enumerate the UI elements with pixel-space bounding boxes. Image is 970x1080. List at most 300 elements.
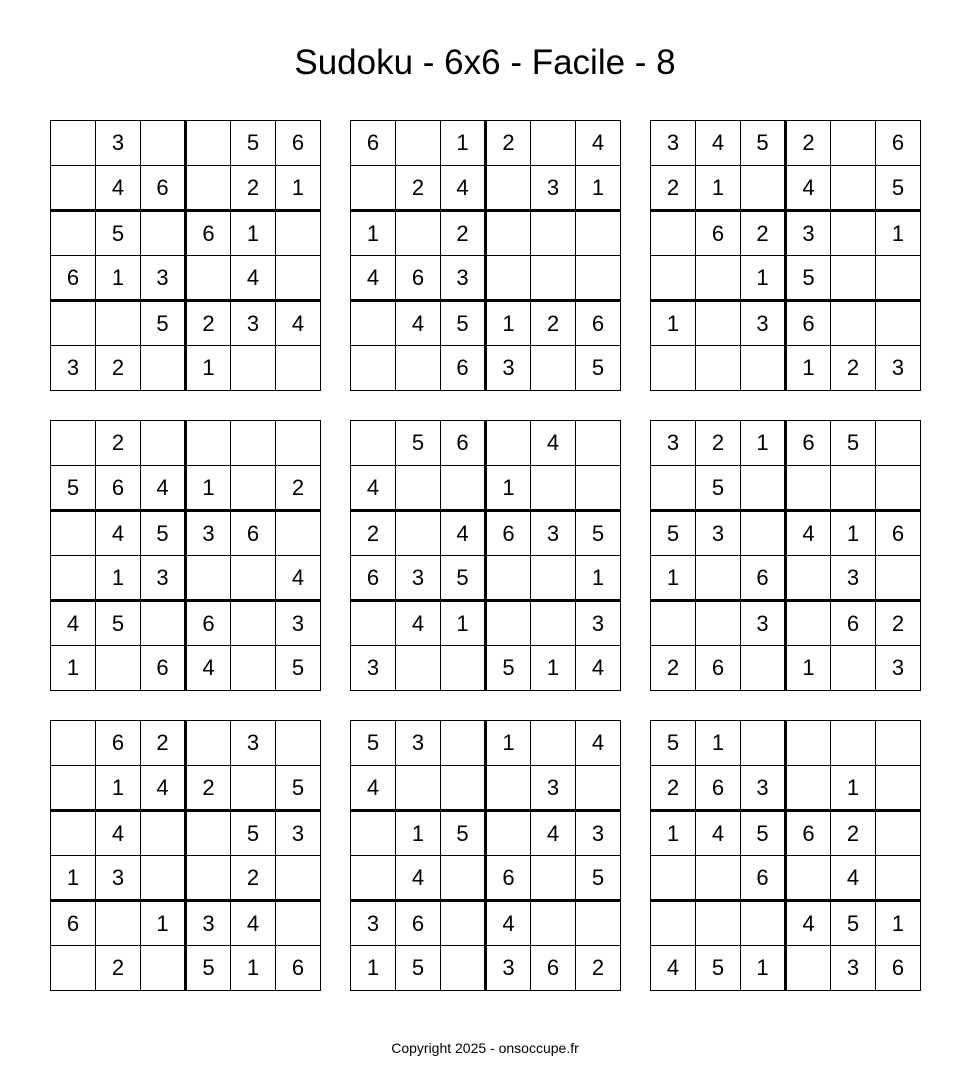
sudoku-cell[interactable]: 2 [96, 346, 141, 391]
sudoku-cell[interactable] [876, 466, 921, 511]
sudoku-cell[interactable]: 3 [831, 556, 876, 601]
sudoku-cell[interactable]: 1 [876, 211, 921, 256]
sudoku-cell[interactable] [651, 211, 696, 256]
sudoku-cell[interactable] [696, 256, 741, 301]
sudoku-cell[interactable]: 5 [441, 556, 486, 601]
sudoku-cell[interactable] [351, 811, 396, 856]
sudoku-cell[interactable]: 1 [486, 301, 531, 346]
sudoku-cell[interactable] [786, 721, 831, 766]
sudoku-cell[interactable] [486, 766, 531, 811]
sudoku-cell[interactable]: 4 [531, 811, 576, 856]
sudoku-cell[interactable]: 3 [396, 721, 441, 766]
sudoku-cell[interactable]: 1 [231, 211, 276, 256]
sudoku-cell[interactable] [186, 811, 231, 856]
sudoku-cell[interactable] [531, 721, 576, 766]
sudoku-cell[interactable]: 2 [651, 166, 696, 211]
sudoku-cell[interactable]: 6 [441, 421, 486, 466]
sudoku-cell[interactable]: 5 [651, 511, 696, 556]
sudoku-cell[interactable]: 3 [231, 301, 276, 346]
sudoku-cell[interactable]: 6 [231, 511, 276, 556]
sudoku-cell[interactable]: 6 [51, 256, 96, 301]
sudoku-cell[interactable]: 6 [351, 121, 396, 166]
sudoku-cell[interactable] [696, 346, 741, 391]
sudoku-cell[interactable] [186, 256, 231, 301]
sudoku-cell[interactable]: 3 [186, 901, 231, 946]
sudoku-cell[interactable]: 6 [51, 901, 96, 946]
sudoku-cell[interactable] [231, 346, 276, 391]
sudoku-cell[interactable]: 6 [696, 646, 741, 691]
sudoku-cell[interactable]: 5 [276, 646, 321, 691]
sudoku-cell[interactable] [186, 721, 231, 766]
sudoku-cell[interactable]: 5 [486, 646, 531, 691]
sudoku-cell[interactable]: 1 [96, 766, 141, 811]
sudoku-cell[interactable]: 1 [741, 421, 786, 466]
sudoku-cell[interactable]: 1 [351, 211, 396, 256]
sudoku-cell[interactable] [786, 556, 831, 601]
sudoku-cell[interactable] [351, 601, 396, 646]
sudoku-cell[interactable]: 2 [876, 601, 921, 646]
sudoku-cell[interactable] [831, 166, 876, 211]
sudoku-cell[interactable] [786, 856, 831, 901]
sudoku-cell[interactable] [51, 121, 96, 166]
sudoku-cell[interactable]: 4 [396, 301, 441, 346]
sudoku-cell[interactable]: 4 [141, 466, 186, 511]
sudoku-cell[interactable]: 4 [786, 901, 831, 946]
sudoku-cell[interactable] [696, 856, 741, 901]
sudoku-cell[interactable]: 4 [231, 901, 276, 946]
sudoku-cell[interactable] [741, 721, 786, 766]
sudoku-cell[interactable]: 3 [96, 856, 141, 901]
sudoku-cell[interactable] [696, 901, 741, 946]
sudoku-cell[interactable]: 1 [651, 301, 696, 346]
sudoku-cell[interactable]: 1 [576, 556, 621, 601]
sudoku-cell[interactable] [441, 466, 486, 511]
sudoku-cell[interactable]: 3 [141, 556, 186, 601]
sudoku-cell[interactable]: 5 [96, 211, 141, 256]
sudoku-cell[interactable]: 6 [276, 946, 321, 991]
sudoku-cell[interactable] [741, 346, 786, 391]
sudoku-cell[interactable]: 6 [696, 766, 741, 811]
sudoku-cell[interactable]: 1 [651, 811, 696, 856]
sudoku-cell[interactable] [141, 421, 186, 466]
sudoku-cell[interactable] [141, 601, 186, 646]
sudoku-cell[interactable] [531, 256, 576, 301]
sudoku-cell[interactable] [696, 601, 741, 646]
sudoku-cell[interactable]: 3 [441, 256, 486, 301]
sudoku-cell[interactable]: 6 [786, 301, 831, 346]
sudoku-cell[interactable] [831, 466, 876, 511]
sudoku-cell[interactable]: 6 [486, 856, 531, 901]
sudoku-cell[interactable] [576, 466, 621, 511]
sudoku-cell[interactable] [351, 166, 396, 211]
sudoku-cell[interactable]: 3 [486, 346, 531, 391]
sudoku-cell[interactable] [276, 856, 321, 901]
sudoku-cell[interactable]: 6 [786, 421, 831, 466]
sudoku-cell[interactable]: 1 [576, 166, 621, 211]
sudoku-cell[interactable] [276, 211, 321, 256]
sudoku-cell[interactable] [51, 556, 96, 601]
sudoku-cell[interactable]: 6 [141, 166, 186, 211]
sudoku-cell[interactable]: 1 [186, 346, 231, 391]
sudoku-cell[interactable]: 2 [276, 466, 321, 511]
sudoku-cell[interactable] [831, 721, 876, 766]
sudoku-cell[interactable] [876, 856, 921, 901]
sudoku-cell[interactable] [276, 421, 321, 466]
sudoku-cell[interactable]: 3 [876, 646, 921, 691]
sudoku-cell[interactable]: 4 [231, 256, 276, 301]
sudoku-cell[interactable] [51, 511, 96, 556]
sudoku-cell[interactable]: 2 [651, 766, 696, 811]
sudoku-cell[interactable]: 6 [276, 121, 321, 166]
sudoku-cell[interactable] [831, 256, 876, 301]
sudoku-cell[interactable]: 3 [231, 721, 276, 766]
sudoku-cell[interactable] [531, 901, 576, 946]
sudoku-cell[interactable]: 3 [741, 301, 786, 346]
sudoku-cell[interactable]: 3 [876, 346, 921, 391]
sudoku-cell[interactable] [186, 121, 231, 166]
sudoku-cell[interactable]: 2 [696, 421, 741, 466]
sudoku-cell[interactable]: 2 [531, 301, 576, 346]
sudoku-cell[interactable]: 6 [741, 856, 786, 901]
sudoku-cell[interactable] [441, 901, 486, 946]
sudoku-cell[interactable] [831, 211, 876, 256]
sudoku-cell[interactable]: 4 [51, 601, 96, 646]
sudoku-cell[interactable]: 3 [651, 121, 696, 166]
sudoku-cell[interactable]: 1 [741, 256, 786, 301]
sudoku-cell[interactable] [741, 901, 786, 946]
sudoku-cell[interactable] [531, 856, 576, 901]
sudoku-cell[interactable] [531, 211, 576, 256]
sudoku-cell[interactable] [651, 346, 696, 391]
sudoku-cell[interactable] [231, 466, 276, 511]
sudoku-cell[interactable] [231, 601, 276, 646]
sudoku-cell[interactable] [786, 466, 831, 511]
sudoku-cell[interactable] [486, 811, 531, 856]
sudoku-cell[interactable]: 5 [831, 421, 876, 466]
sudoku-cell[interactable]: 4 [351, 466, 396, 511]
sudoku-cell[interactable] [276, 346, 321, 391]
sudoku-cell[interactable] [531, 466, 576, 511]
sudoku-cell[interactable]: 4 [441, 166, 486, 211]
sudoku-cell[interactable]: 1 [486, 721, 531, 766]
sudoku-cell[interactable]: 6 [141, 646, 186, 691]
sudoku-cell[interactable]: 2 [96, 421, 141, 466]
sudoku-cell[interactable] [141, 811, 186, 856]
sudoku-cell[interactable]: 5 [741, 811, 786, 856]
sudoku-cell[interactable] [876, 421, 921, 466]
sudoku-cell[interactable]: 1 [696, 166, 741, 211]
sudoku-cell[interactable]: 3 [531, 766, 576, 811]
sudoku-cell[interactable]: 6 [741, 556, 786, 601]
sudoku-cell[interactable] [876, 556, 921, 601]
sudoku-cell[interactable]: 6 [351, 556, 396, 601]
sudoku-cell[interactable] [186, 556, 231, 601]
sudoku-cell[interactable]: 5 [141, 511, 186, 556]
sudoku-cell[interactable]: 5 [276, 766, 321, 811]
sudoku-cell[interactable] [831, 121, 876, 166]
sudoku-cell[interactable]: 3 [531, 166, 576, 211]
sudoku-cell[interactable]: 1 [696, 721, 741, 766]
sudoku-cell[interactable]: 5 [231, 121, 276, 166]
sudoku-cell[interactable] [186, 856, 231, 901]
sudoku-cell[interactable] [741, 466, 786, 511]
sudoku-cell[interactable]: 4 [141, 766, 186, 811]
sudoku-cell[interactable]: 3 [186, 511, 231, 556]
sudoku-cell[interactable] [51, 166, 96, 211]
sudoku-cell[interactable] [831, 646, 876, 691]
sudoku-cell[interactable]: 1 [351, 946, 396, 991]
sudoku-cell[interactable] [741, 646, 786, 691]
sudoku-cell[interactable] [576, 421, 621, 466]
sudoku-cell[interactable]: 1 [486, 466, 531, 511]
sudoku-cell[interactable]: 6 [876, 511, 921, 556]
sudoku-cell[interactable] [486, 211, 531, 256]
sudoku-cell[interactable]: 5 [576, 511, 621, 556]
sudoku-cell[interactable] [96, 301, 141, 346]
sudoku-cell[interactable]: 5 [51, 466, 96, 511]
sudoku-cell[interactable]: 1 [786, 646, 831, 691]
sudoku-cell[interactable] [876, 721, 921, 766]
sudoku-cell[interactable]: 6 [186, 211, 231, 256]
sudoku-cell[interactable] [231, 556, 276, 601]
sudoku-cell[interactable] [651, 256, 696, 301]
sudoku-cell[interactable]: 2 [396, 166, 441, 211]
sudoku-cell[interactable]: 1 [51, 856, 96, 901]
sudoku-cell[interactable]: 4 [651, 946, 696, 991]
sudoku-cell[interactable] [396, 511, 441, 556]
sudoku-cell[interactable]: 3 [651, 421, 696, 466]
sudoku-cell[interactable] [876, 256, 921, 301]
sudoku-cell[interactable] [786, 601, 831, 646]
sudoku-cell[interactable] [51, 721, 96, 766]
sudoku-cell[interactable]: 3 [351, 646, 396, 691]
sudoku-cell[interactable]: 1 [876, 901, 921, 946]
sudoku-cell[interactable]: 1 [741, 946, 786, 991]
sudoku-cell[interactable]: 4 [696, 121, 741, 166]
sudoku-cell[interactable] [876, 301, 921, 346]
sudoku-cell[interactable] [441, 646, 486, 691]
sudoku-cell[interactable]: 5 [576, 856, 621, 901]
sudoku-cell[interactable] [396, 346, 441, 391]
sudoku-cell[interactable]: 6 [96, 721, 141, 766]
sudoku-cell[interactable] [396, 466, 441, 511]
sudoku-cell[interactable] [786, 766, 831, 811]
sudoku-cell[interactable]: 6 [576, 301, 621, 346]
sudoku-cell[interactable] [696, 556, 741, 601]
sudoku-cell[interactable] [276, 901, 321, 946]
sudoku-cell[interactable]: 5 [696, 946, 741, 991]
sudoku-cell[interactable]: 1 [96, 256, 141, 301]
sudoku-cell[interactable]: 4 [576, 121, 621, 166]
sudoku-cell[interactable]: 2 [186, 301, 231, 346]
sudoku-cell[interactable]: 3 [741, 766, 786, 811]
sudoku-cell[interactable]: 2 [441, 211, 486, 256]
sudoku-cell[interactable]: 3 [51, 346, 96, 391]
sudoku-cell[interactable]: 6 [396, 901, 441, 946]
sudoku-cell[interactable]: 1 [396, 811, 441, 856]
sudoku-cell[interactable] [351, 346, 396, 391]
sudoku-cell[interactable]: 1 [141, 901, 186, 946]
sudoku-cell[interactable]: 2 [186, 766, 231, 811]
sudoku-cell[interactable]: 4 [96, 511, 141, 556]
sudoku-cell[interactable]: 1 [231, 946, 276, 991]
sudoku-cell[interactable]: 3 [696, 511, 741, 556]
sudoku-cell[interactable] [531, 121, 576, 166]
sudoku-cell[interactable] [486, 556, 531, 601]
sudoku-cell[interactable] [396, 211, 441, 256]
sudoku-cell[interactable]: 3 [486, 946, 531, 991]
sudoku-cell[interactable]: 5 [576, 346, 621, 391]
sudoku-cell[interactable]: 4 [351, 256, 396, 301]
sudoku-cell[interactable] [441, 721, 486, 766]
sudoku-cell[interactable]: 3 [276, 601, 321, 646]
sudoku-cell[interactable]: 3 [741, 601, 786, 646]
sudoku-cell[interactable] [531, 556, 576, 601]
sudoku-cell[interactable]: 3 [96, 121, 141, 166]
sudoku-cell[interactable]: 1 [831, 511, 876, 556]
sudoku-cell[interactable]: 4 [396, 856, 441, 901]
sudoku-cell[interactable] [576, 256, 621, 301]
sudoku-cell[interactable]: 4 [831, 856, 876, 901]
sudoku-cell[interactable] [276, 256, 321, 301]
sudoku-cell[interactable] [51, 301, 96, 346]
sudoku-cell[interactable]: 3 [396, 556, 441, 601]
sudoku-cell[interactable] [141, 346, 186, 391]
sudoku-cell[interactable]: 4 [786, 511, 831, 556]
sudoku-cell[interactable]: 4 [696, 811, 741, 856]
sudoku-cell[interactable]: 1 [531, 646, 576, 691]
sudoku-cell[interactable]: 4 [786, 166, 831, 211]
sudoku-cell[interactable]: 6 [876, 121, 921, 166]
sudoku-cell[interactable]: 3 [576, 811, 621, 856]
sudoku-cell[interactable] [441, 946, 486, 991]
sudoku-cell[interactable]: 1 [96, 556, 141, 601]
sudoku-cell[interactable]: 5 [651, 721, 696, 766]
sudoku-cell[interactable]: 5 [441, 811, 486, 856]
sudoku-cell[interactable] [51, 766, 96, 811]
sudoku-cell[interactable] [441, 766, 486, 811]
sudoku-cell[interactable] [576, 766, 621, 811]
sudoku-cell[interactable] [186, 421, 231, 466]
sudoku-cell[interactable]: 4 [486, 901, 531, 946]
sudoku-cell[interactable]: 3 [831, 946, 876, 991]
sudoku-cell[interactable]: 2 [351, 511, 396, 556]
sudoku-cell[interactable]: 2 [231, 166, 276, 211]
sudoku-cell[interactable]: 5 [741, 121, 786, 166]
sudoku-cell[interactable]: 2 [141, 721, 186, 766]
sudoku-cell[interactable]: 4 [576, 646, 621, 691]
sudoku-cell[interactable]: 6 [531, 946, 576, 991]
sudoku-cell[interactable]: 6 [486, 511, 531, 556]
sudoku-cell[interactable] [186, 166, 231, 211]
sudoku-cell[interactable] [231, 766, 276, 811]
sudoku-cell[interactable]: 5 [96, 601, 141, 646]
sudoku-cell[interactable] [876, 766, 921, 811]
sudoku-cell[interactable] [531, 346, 576, 391]
sudoku-cell[interactable]: 4 [276, 556, 321, 601]
sudoku-cell[interactable] [651, 466, 696, 511]
sudoku-cell[interactable]: 6 [876, 946, 921, 991]
sudoku-cell[interactable]: 2 [831, 346, 876, 391]
sudoku-cell[interactable]: 5 [141, 301, 186, 346]
sudoku-cell[interactable]: 1 [786, 346, 831, 391]
sudoku-cell[interactable]: 5 [396, 946, 441, 991]
sudoku-cell[interactable]: 2 [576, 946, 621, 991]
sudoku-cell[interactable] [96, 901, 141, 946]
sudoku-cell[interactable]: 2 [741, 211, 786, 256]
sudoku-cell[interactable]: 5 [396, 421, 441, 466]
sudoku-cell[interactable]: 1 [831, 766, 876, 811]
sudoku-cell[interactable]: 4 [531, 421, 576, 466]
sudoku-cell[interactable]: 1 [186, 466, 231, 511]
sudoku-cell[interactable]: 4 [576, 721, 621, 766]
sudoku-cell[interactable]: 4 [96, 811, 141, 856]
sudoku-cell[interactable]: 1 [441, 601, 486, 646]
sudoku-cell[interactable]: 2 [96, 946, 141, 991]
sudoku-cell[interactable] [651, 601, 696, 646]
sudoku-cell[interactable] [486, 601, 531, 646]
sudoku-cell[interactable] [276, 511, 321, 556]
sudoku-cell[interactable]: 4 [351, 766, 396, 811]
sudoku-cell[interactable]: 3 [351, 901, 396, 946]
sudoku-cell[interactable] [51, 421, 96, 466]
sudoku-cell[interactable] [651, 901, 696, 946]
sudoku-cell[interactable] [576, 211, 621, 256]
sudoku-cell[interactable] [396, 646, 441, 691]
sudoku-cell[interactable]: 5 [231, 811, 276, 856]
sudoku-cell[interactable] [786, 946, 831, 991]
sudoku-cell[interactable] [51, 811, 96, 856]
sudoku-cell[interactable]: 6 [96, 466, 141, 511]
sudoku-cell[interactable] [141, 856, 186, 901]
sudoku-cell[interactable] [396, 766, 441, 811]
sudoku-cell[interactable]: 1 [276, 166, 321, 211]
sudoku-cell[interactable] [876, 811, 921, 856]
sudoku-cell[interactable] [696, 301, 741, 346]
sudoku-cell[interactable]: 5 [351, 721, 396, 766]
sudoku-cell[interactable] [651, 856, 696, 901]
sudoku-cell[interactable]: 6 [831, 601, 876, 646]
sudoku-cell[interactable]: 3 [276, 811, 321, 856]
sudoku-cell[interactable] [231, 646, 276, 691]
sudoku-cell[interactable]: 2 [651, 646, 696, 691]
sudoku-cell[interactable]: 5 [696, 466, 741, 511]
sudoku-cell[interactable] [231, 421, 276, 466]
sudoku-cell[interactable] [276, 721, 321, 766]
sudoku-cell[interactable]: 5 [786, 256, 831, 301]
sudoku-cell[interactable]: 4 [186, 646, 231, 691]
sudoku-cell[interactable] [351, 856, 396, 901]
sudoku-cell[interactable]: 5 [186, 946, 231, 991]
sudoku-cell[interactable]: 6 [396, 256, 441, 301]
sudoku-cell[interactable]: 6 [441, 346, 486, 391]
sudoku-cell[interactable] [486, 166, 531, 211]
sudoku-cell[interactable] [486, 421, 531, 466]
sudoku-cell[interactable]: 6 [696, 211, 741, 256]
sudoku-cell[interactable]: 1 [441, 121, 486, 166]
sudoku-cell[interactable]: 6 [186, 601, 231, 646]
sudoku-cell[interactable]: 5 [441, 301, 486, 346]
sudoku-cell[interactable]: 5 [831, 901, 876, 946]
sudoku-cell[interactable]: 4 [276, 301, 321, 346]
sudoku-cell[interactable]: 2 [786, 121, 831, 166]
sudoku-cell[interactable] [576, 901, 621, 946]
sudoku-cell[interactable]: 3 [531, 511, 576, 556]
sudoku-cell[interactable] [51, 946, 96, 991]
sudoku-cell[interactable] [831, 301, 876, 346]
sudoku-cell[interactable] [96, 646, 141, 691]
sudoku-cell[interactable] [531, 601, 576, 646]
